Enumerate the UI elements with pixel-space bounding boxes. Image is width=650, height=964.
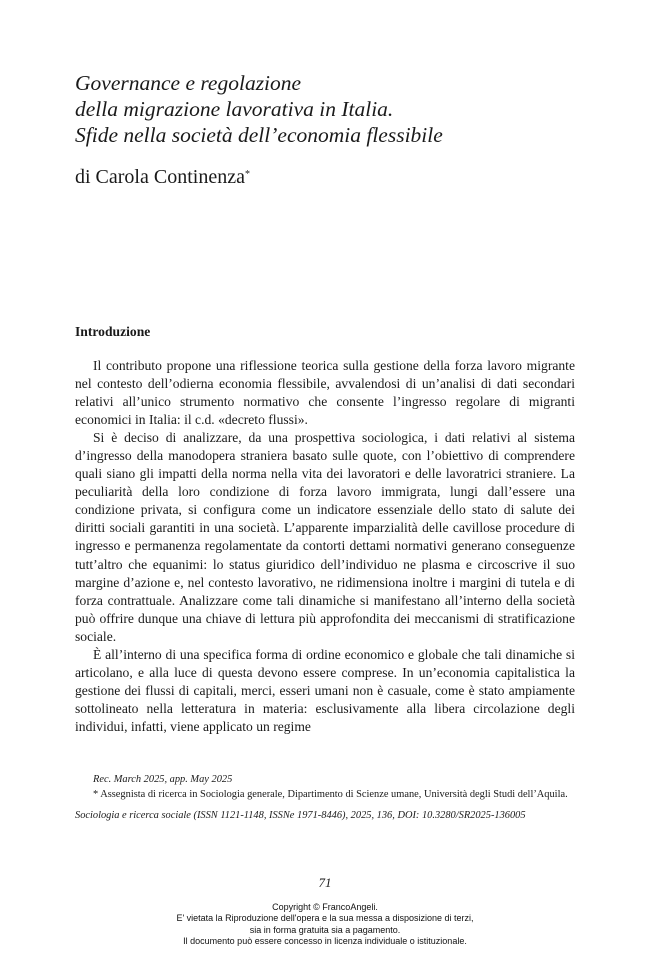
copyright-line: E' vietata la Riproduzione dell'opera e la sua messa a disposizione di terzi, bbox=[176, 913, 474, 924]
body-text bbox=[75, 357, 575, 736]
section-heading: Introduzione bbox=[75, 324, 151, 339]
title-line: Governance e regolazione bbox=[75, 71, 302, 95]
author-affiliation-footnote: * Assegnista di ricerca in Sociologia generale, Dipartimento di Scienze umane, Università degli Studi dell’Aquila. bbox=[93, 789, 568, 800]
received-dates: Rec. March 2025, app. May 2025 bbox=[93, 774, 233, 785]
author-name: di Carola Continenza bbox=[75, 166, 245, 188]
page-number: 71 bbox=[318, 875, 332, 890]
article-title bbox=[75, 70, 595, 148]
copyright-line: Copyright © FrancoAngeli. bbox=[272, 902, 378, 912]
copyright-line: Il documento può essere concesso in licenza individuale o istituzionale. bbox=[183, 935, 467, 946]
title-line: Sfide nella società dell’economia flessibile bbox=[75, 123, 443, 147]
journal-reference: Sociologia e ricerca sociale (ISSN 1121-1148, ISSNe 1971-8446), 2025, 136, DOI: 10.3280/SR2025-136005 bbox=[75, 810, 526, 821]
paragraph: Si è deciso di analizzare, da una prospettiva sociologica, i dati relativi al sistema d’ingresso della manodopera straniera basato sulle quote, con l’obiettivo di comprendere quali siano gli impatti della norma nella vita dei lavoratori e delle lavoratrici straniere. La peculiarità della loro condizione di forza lavoro immigrata, lungi dall’essere una condizione privata, si configura come un indicatore essenziale dello stato di salute dei diritti sociali garantiti in una società. L’apparente imparzialità delle cavillose procedure di ingresso e permanenza regolamentate da contorti dettami normativi generano conseguenze tutt’altro che equanimi: lo status giuridico dell’individuo ne plasma e circoscrive il suo margine d’azione e, nel contesto lavorativo, ne ridimensiona inoltre i margini di tutela e di forza contrattuale. Analizzare come tali dinamiche si manifestano all’interno della società può offrire dunque una chiave di lettura più approfondita dei meccanismi di stratificazione sociale. bbox=[75, 430, 575, 644]
footnotes bbox=[75, 772, 575, 823]
copyright-notice bbox=[0, 902, 650, 947]
author-line bbox=[75, 165, 250, 189]
copyright-line: sia in forma gratuita sia a pagamento. bbox=[249, 924, 401, 935]
paragraph: Il contributo propone una riflessione teorica sulla gestione della forza lavoro migrante nel contesto dell’odierna economia flessibile, avvalendosi di un’analisi di dati secondari relativi all’unico strumento normativo che consente l’ingresso regolare di migranti economici in Italia: il c.d. «decreto flussi». bbox=[75, 358, 575, 428]
paragraph: È all’interno di una specifica forma di ordine economico e globale che tali dinamiche si articolano, e alla luce di questa devono essere comprese. In un’economia capitalistica la gestione dei flussi di capitali, merci, esseri umani non è casuale, come è stato ampiamente sottolineato nella letteratura in materia: esclusivamente alla libera circolazione degli individui, infatti, viene applicato un regime bbox=[75, 646, 575, 734]
author-footnote-mark[interactable]: * bbox=[244, 169, 250, 180]
title-line: della migrazione lavorativa in Italia. bbox=[75, 97, 394, 121]
